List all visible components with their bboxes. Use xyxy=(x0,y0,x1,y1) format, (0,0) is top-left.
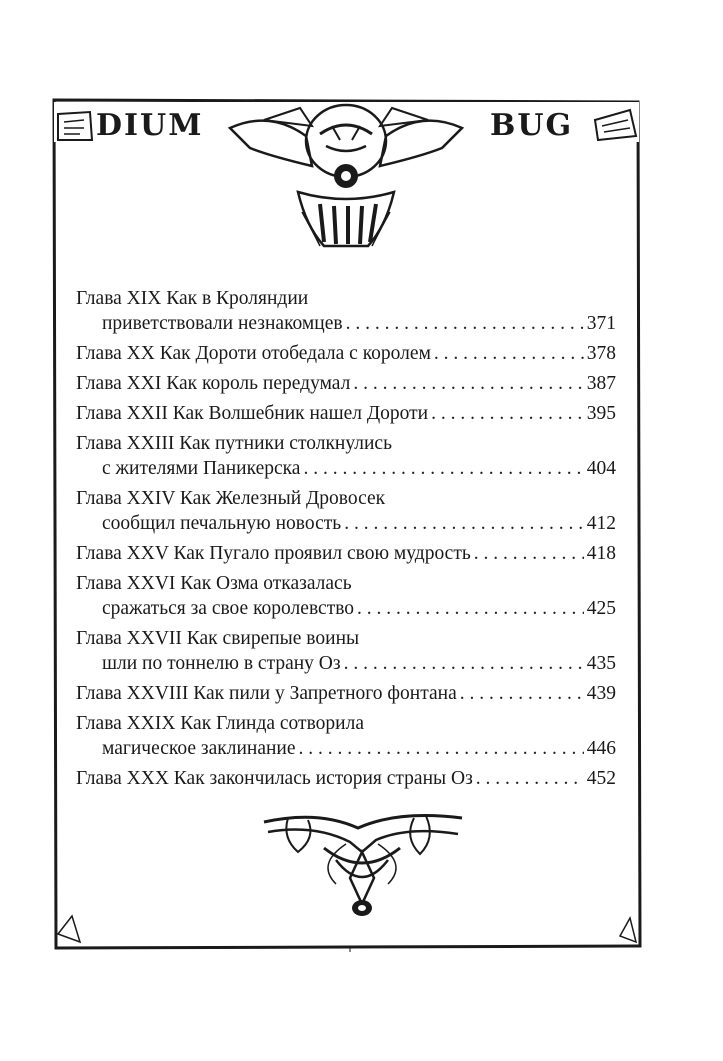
toc-page-number: 371 xyxy=(586,313,616,334)
toc-chapter-continuation: магическое заклинание xyxy=(102,738,296,759)
toc-leader-dots xyxy=(346,311,584,336)
toc-leader-dots xyxy=(357,596,584,621)
toc-entry xyxy=(76,571,616,621)
toc-entry xyxy=(76,626,616,676)
toc-chapter-title: Глава XX Как Дороти отобедала с королем xyxy=(76,343,431,364)
toc-entry xyxy=(76,711,616,761)
footer-ornament xyxy=(258,808,468,920)
toc-chapter-title: Глава XXIV Как Железный Дровосек xyxy=(76,488,386,509)
toc-leader-dots xyxy=(353,371,583,396)
toc-page-number: 446 xyxy=(586,738,616,759)
table-of-contents xyxy=(76,286,616,796)
toc-leader-dots xyxy=(299,736,584,761)
toc-chapter-title: Глава XIX Как в Кроляндии xyxy=(76,288,309,309)
toc-page-number: 418 xyxy=(586,543,616,564)
toc-chapter-continuation: шли по тоннелю в страну Оз xyxy=(102,653,341,674)
header-ornament xyxy=(50,96,643,256)
toc-chapter-title: Глава XXII Как Волшебник нашел Дороти xyxy=(76,403,429,424)
toc-entry xyxy=(76,371,616,396)
toc-chapter-continuation: сообщил печальную новость xyxy=(102,513,342,534)
toc-page-number: 412 xyxy=(586,513,616,534)
toc-page-number: 439 xyxy=(586,683,616,704)
toc-chapter-continuation: сражаться за свое королевство xyxy=(102,598,355,619)
toc-leader-dots xyxy=(431,401,584,426)
toc-chapter-title: Глава XXV Как Пугало проявил свою мудрость xyxy=(76,543,471,564)
header-lettering-right: BUG xyxy=(490,108,574,143)
toc-entry xyxy=(76,431,616,481)
toc-chapter-title: Глава XXVI Как Озма отказалась xyxy=(76,573,352,594)
toc-chapter-title: Глава XXIX Как Глинда сотворила xyxy=(76,713,364,734)
toc-page-number: 395 xyxy=(586,403,616,424)
toc-leader-dots xyxy=(434,341,584,366)
toc-page-number: 452 xyxy=(586,768,616,789)
toc-entry xyxy=(76,286,616,336)
toc-leader-dots xyxy=(344,651,584,676)
toc-page-number: 404 xyxy=(586,458,616,479)
toc-chapter-title: Глава XXVII Как свирепые воины xyxy=(76,628,360,649)
toc-chapter-continuation: приветствовали незнакомцев xyxy=(102,313,343,334)
toc-entry xyxy=(76,681,616,706)
toc-entry xyxy=(76,541,616,566)
toc-leader-dots xyxy=(474,541,584,566)
toc-chapter-continuation: с жителями Паникерска xyxy=(102,458,301,479)
toc-entry xyxy=(76,341,616,366)
header-lettering-left: DIUM xyxy=(96,108,204,143)
toc-page-number: 378 xyxy=(586,343,616,364)
toc-chapter-title: Глава XXVIII Как пили у Запретного фонтана xyxy=(76,683,457,704)
toc-leader-dots xyxy=(476,766,584,791)
toc-leader-dots xyxy=(303,456,583,481)
toc-chapter-title: Глава XXI Как король передумал xyxy=(76,373,351,394)
toc-entry xyxy=(76,486,616,536)
toc-page-number: 435 xyxy=(586,653,616,674)
toc-entry xyxy=(76,401,616,426)
toc-leader-dots xyxy=(344,511,584,536)
toc-chapter-title: Глава XXX Как закончилась история страны Оз xyxy=(76,768,473,789)
toc-page-number: 425 xyxy=(586,598,616,619)
toc-chapter-title: Глава XXIII Как путники столкнулись xyxy=(76,433,392,454)
toc-page-number: 387 xyxy=(586,373,616,394)
toc-leader-dots xyxy=(460,681,584,706)
toc-entry xyxy=(76,766,616,791)
